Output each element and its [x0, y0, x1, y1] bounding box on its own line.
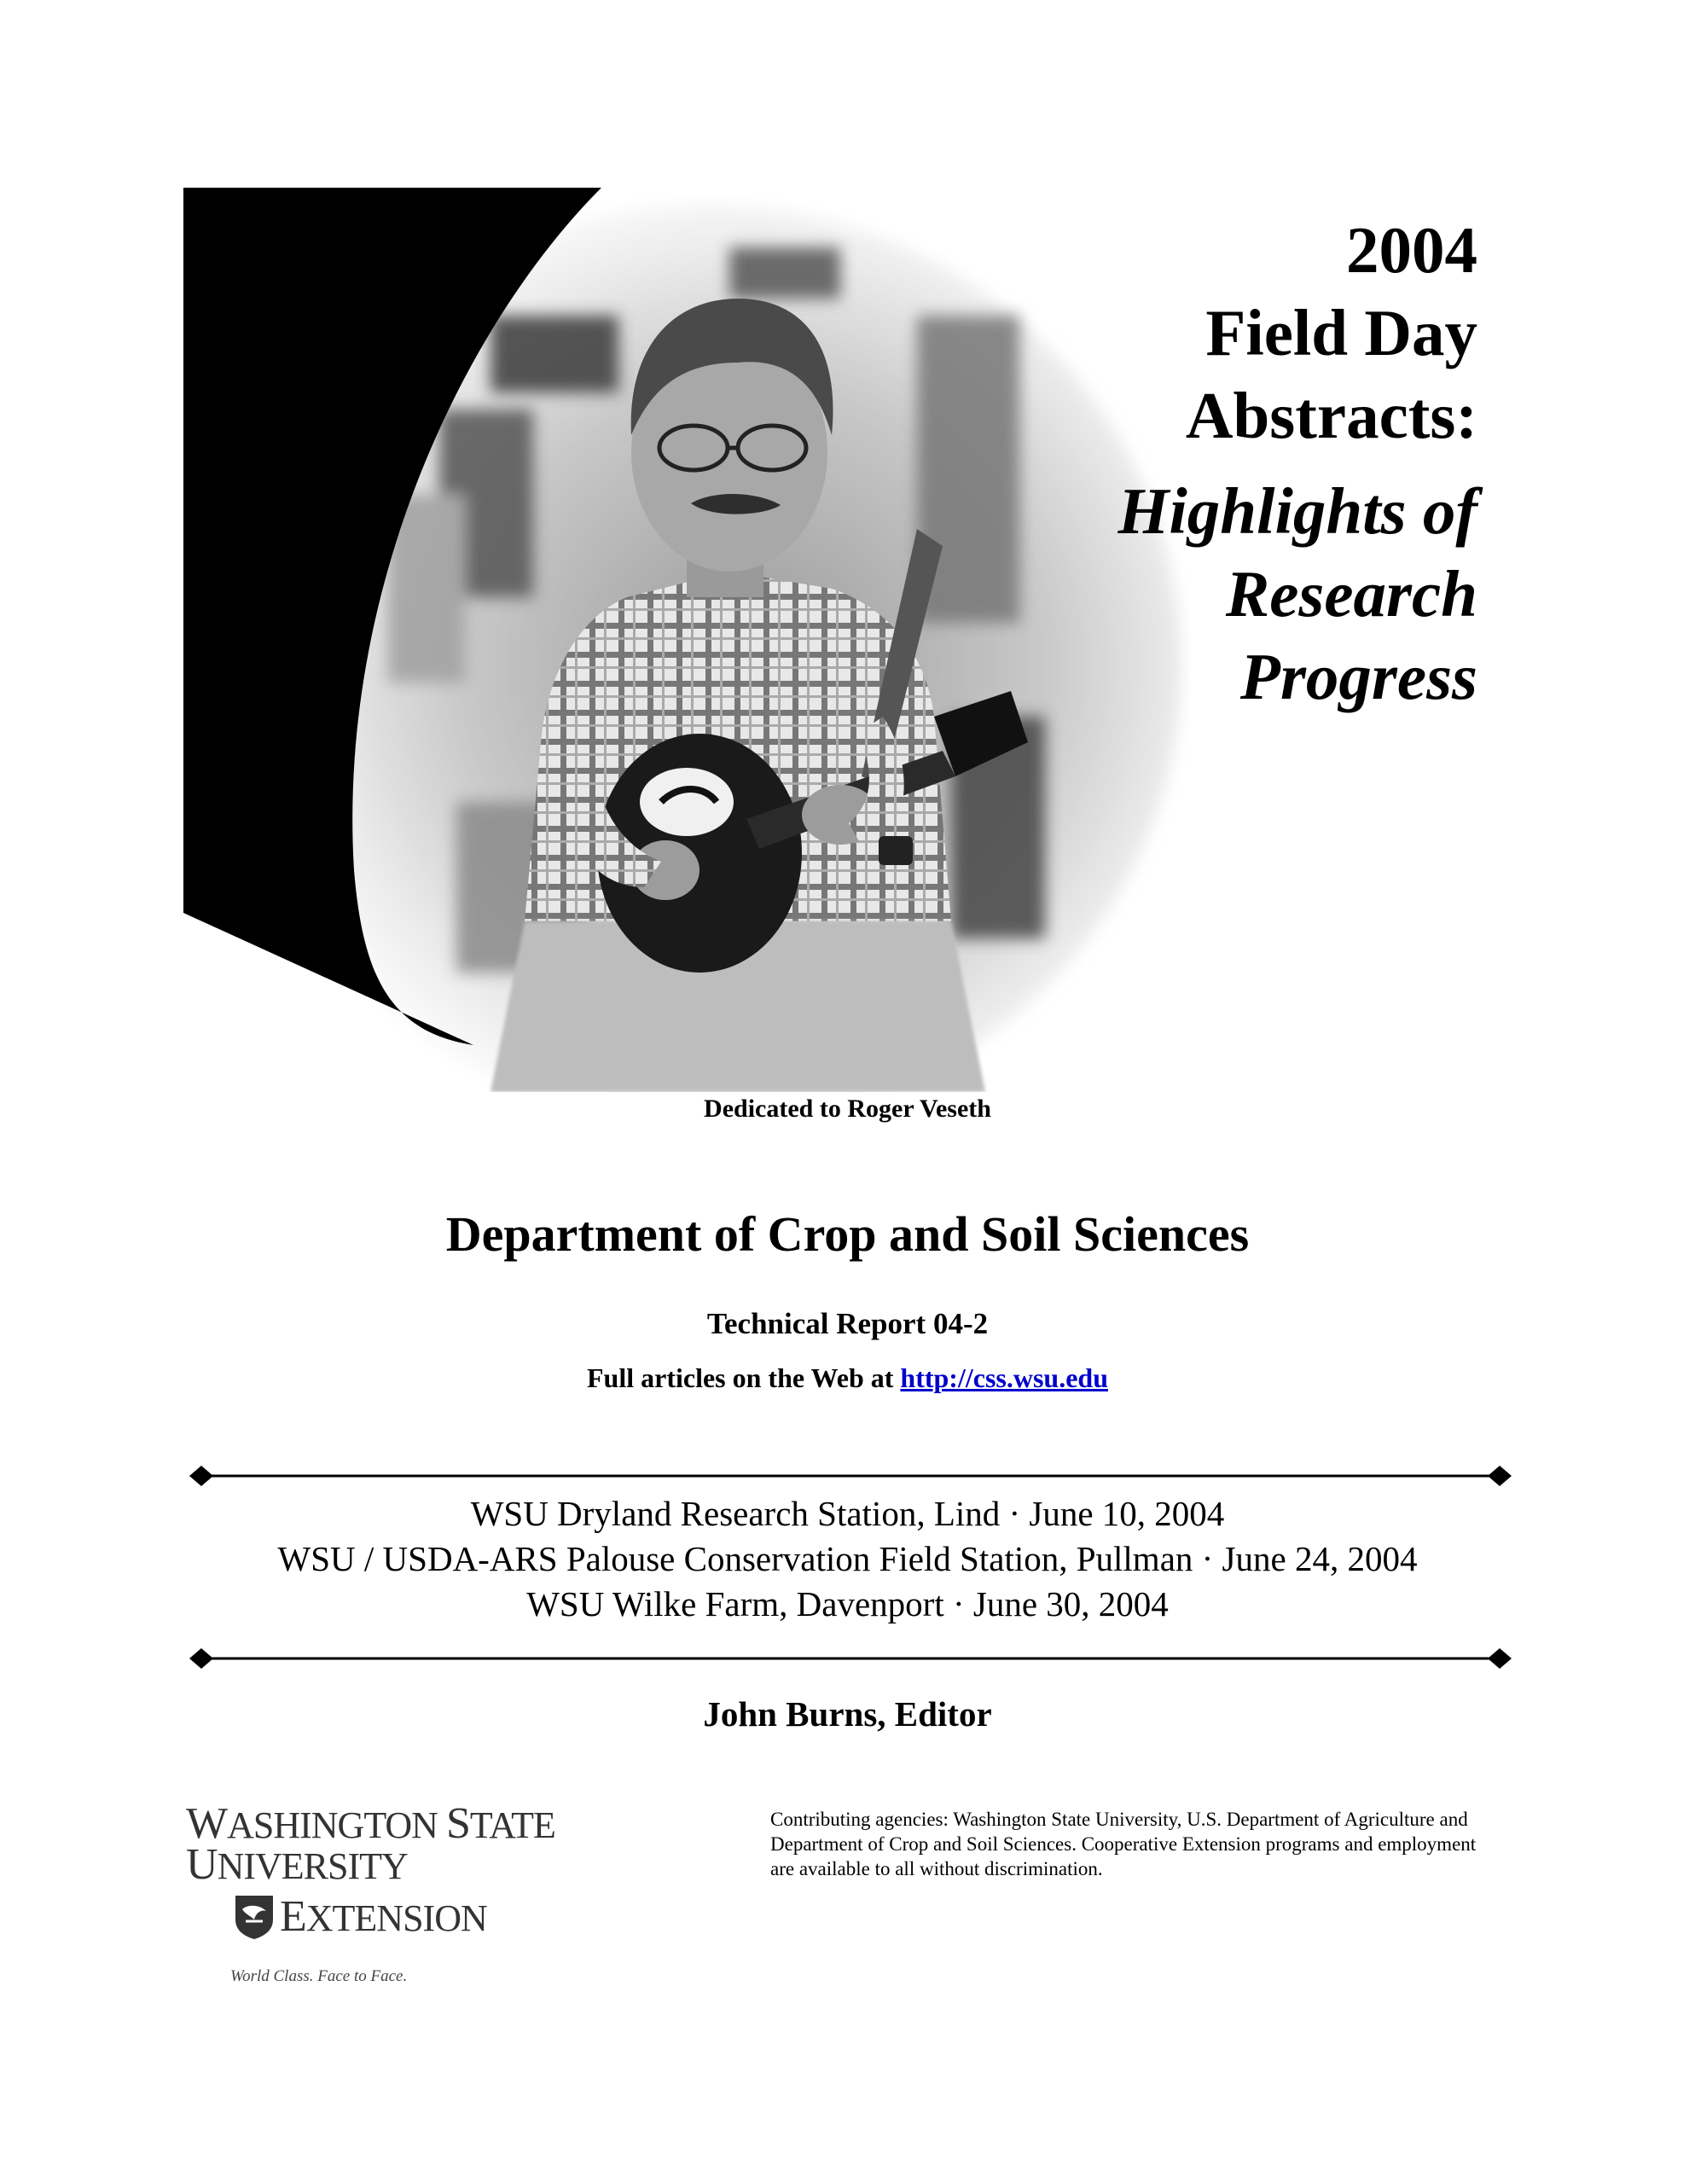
location-line: WSU Wilke Farm, Davenport · June 30, 2004: [526, 1584, 1169, 1623]
extension-row: [234, 1891, 698, 1942]
logo-tagline: World Class. Face to Face.: [230, 1967, 408, 1985]
location-line: WSU / USDA-ARS Palouse Conservation Field Station, Pullman · June 24, 2004: [277, 1539, 1418, 1578]
subtitle-progress: Progress: [1239, 640, 1477, 713]
divider-rule-top: [189, 1464, 1512, 1488]
subtitle-research: Research: [1225, 557, 1477, 630]
subtitle-highlights: Highlights of: [1117, 474, 1477, 548]
title-year: 2004: [1346, 213, 1477, 287]
divider-rule-bottom: [189, 1647, 1512, 1670]
web-line: [0, 1362, 1695, 1394]
university-name: WASHINGTON STATE UNIVERSITY: [186, 1799, 555, 1889]
extension-name: EXTENSION: [280, 1892, 487, 1941]
report-number: Technical Report 04-2: [706, 1307, 989, 1340]
web-link[interactable]: http://css.wsu.edu: [900, 1362, 1108, 1393]
cover-photo: [183, 188, 1190, 1092]
wsu-extension-logo: [186, 1799, 698, 1985]
location-line: WSU Dryland Research Station, Lind · June 10, 2004: [470, 1494, 1225, 1533]
web-prefix: Full articles on the Web at: [587, 1362, 894, 1393]
field-day-locations: [0, 1491, 1695, 1627]
contributing-agencies-note: Contributing agencies: Washington State University, U.S. Department of Agriculture and Department of Crop and Soil Sciences. Cooperative Extension programs and employment are available to all without discrimination.: [770, 1809, 1477, 1879]
diamond-icon: [1488, 1648, 1512, 1669]
title-abstracts: Abstracts:: [1185, 379, 1477, 452]
wsu-cougar-shield-icon: [234, 1894, 275, 1940]
diamond-icon: [1488, 1466, 1512, 1486]
department-title: Department of Crop and Soil Sciences: [445, 1206, 1250, 1262]
dedication: Dedicated to Roger Veseth: [704, 1095, 991, 1123]
editor-credit: John Burns, Editor: [703, 1694, 992, 1734]
diamond-icon: [189, 1648, 213, 1669]
title-field-day: Field Day: [1205, 296, 1477, 369]
diamond-icon: [189, 1466, 213, 1486]
cover-title-block: [1118, 209, 1477, 718]
